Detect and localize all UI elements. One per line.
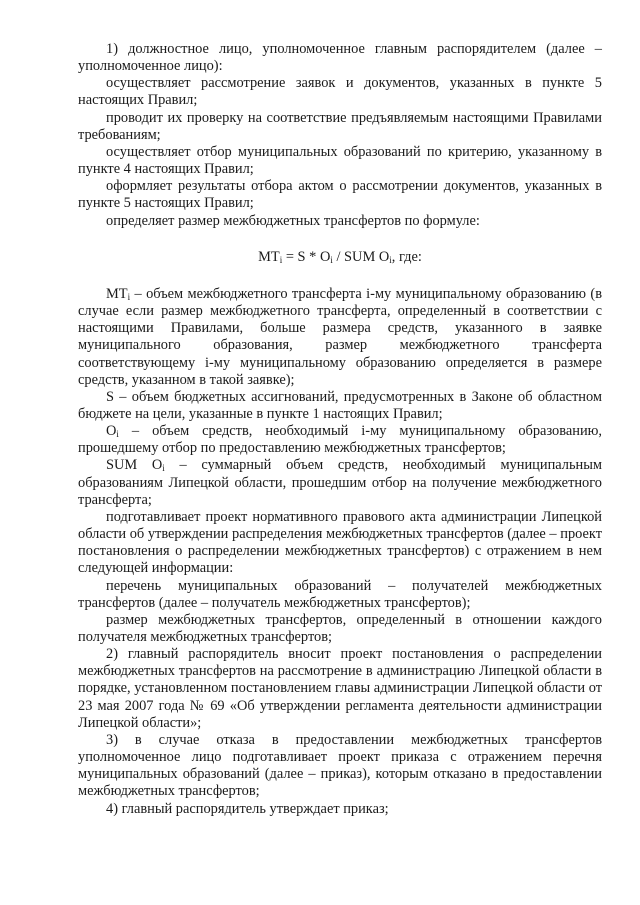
document-page xyxy=(78,41,602,818)
definition-mt-sub: i xyxy=(127,291,131,302)
definition-sum-text: – суммарный объем средств, необходимый муниципальным образованиям Липецкой области, прошедшим отбор на получение межбюджетного трансферта; xyxy=(78,457,602,508)
paragraph-review-applications: осуществляет рассмотрение заявок и документов, указанных в пункте 5 настоящих Правил; xyxy=(78,75,602,109)
definition-o xyxy=(78,423,602,457)
paragraph-act: оформляет результаты отбора актом о рассмотрении документов, указанных в пункте 5 настоящих Правил; xyxy=(78,178,602,212)
formula-end: , где: xyxy=(391,248,422,265)
formula-mid: = S * O xyxy=(282,248,331,265)
formula-sub-3: i xyxy=(389,254,392,265)
paragraph-recipients-list: перечень муниципальных образований – получателей межбюджетных трансфертов (далее – получатель межбюджетных трансфертов); xyxy=(78,577,602,611)
definition-mt xyxy=(78,286,602,389)
paragraph-item-1: 1) должностное лицо, уполномоченное главным распорядителем (далее – уполномоченное лицо): xyxy=(78,41,602,75)
definition-sum-term: SUM O xyxy=(106,457,163,474)
definition-o-sub: i xyxy=(116,429,119,440)
paragraph-formula-intro: определяет размер межбюджетных трансфертов по формуле: xyxy=(106,212,480,229)
formula xyxy=(78,249,602,266)
definition-sum-sub: i xyxy=(162,463,165,474)
formula-sum: / SUM O xyxy=(332,248,390,265)
definition-o-term: O xyxy=(106,423,117,440)
paragraph-draft-act: подготавливает проект нормативного правового акта администрации Липецкой области об утверждении распределения межбюджетных трансфертов (далее – проект постановления о распределении межбюджетных трансфертов) с отражением в нем следующей информации: xyxy=(78,508,602,577)
paragraph-item-2: 2) главный распорядитель вносит проект постановления о распределении межбюджетных трансфертов на рассмотрение в администрацию Липецкой области в порядке, установленном постановлением главы администрации Липецкой области от 23 мая 2007 года № 69 «Об утверждении регламента деятельности администрации Липецкой области»; xyxy=(78,646,602,731)
paragraph-transfer-size: размер межбюджетных трансфертов, определенный в отношении каждого получателя межбюджетных трансфертов; xyxy=(78,611,602,645)
paragraph-verification: проводит их проверку на соответствие предъявляемым настоящими Правилами требованиям; xyxy=(78,109,602,143)
paragraph-selection: осуществляет отбор муниципальных образований по критерию, указанному в пункте 4 настоящих Правил; xyxy=(78,143,602,178)
paragraph-item-3: 3) в случае отказа в предоставлении межбюджетных трансфертов уполномоченное лицо подготавливает проект приказа с отражением перечня муниципальных образований (далее – приказ), которым отказано в предоставлении межбюджетных трансфертов; xyxy=(78,731,602,800)
definition-o-text: – объем средств, необходимый i-му муниципальному образованию, прошедшему отбор по предоставлению межбюджетных трансфертов; xyxy=(78,423,602,457)
definition-sum xyxy=(78,457,602,508)
formula-sub-1: i xyxy=(279,254,283,265)
paragraph-item-4: 4) главный распорядитель утверждает приказ; xyxy=(106,800,389,817)
definition-mt-text: – объем межбюджетного трансферта i-му муниципальному образованию (в случае если размер межбюджетного трансферта, определенный в соответствии с настоящими Правилами, больше размера средств, указанного в заявке муниципального образования, размер межбюджетного трансферта соответствующему i-му муниципальному образованию определяется в размере средств, указанном в такой заявке); xyxy=(78,285,602,388)
definition-mt-term: MT xyxy=(106,285,128,302)
definition-s: S – объем бюджетных ассигнований, предусмотренных в Законе об областном бюджете на цели, указанные в пункте 1 настоящих Правил; xyxy=(78,388,602,422)
formula-sub-2: i xyxy=(330,254,333,265)
formula-mt: MT xyxy=(258,248,280,265)
